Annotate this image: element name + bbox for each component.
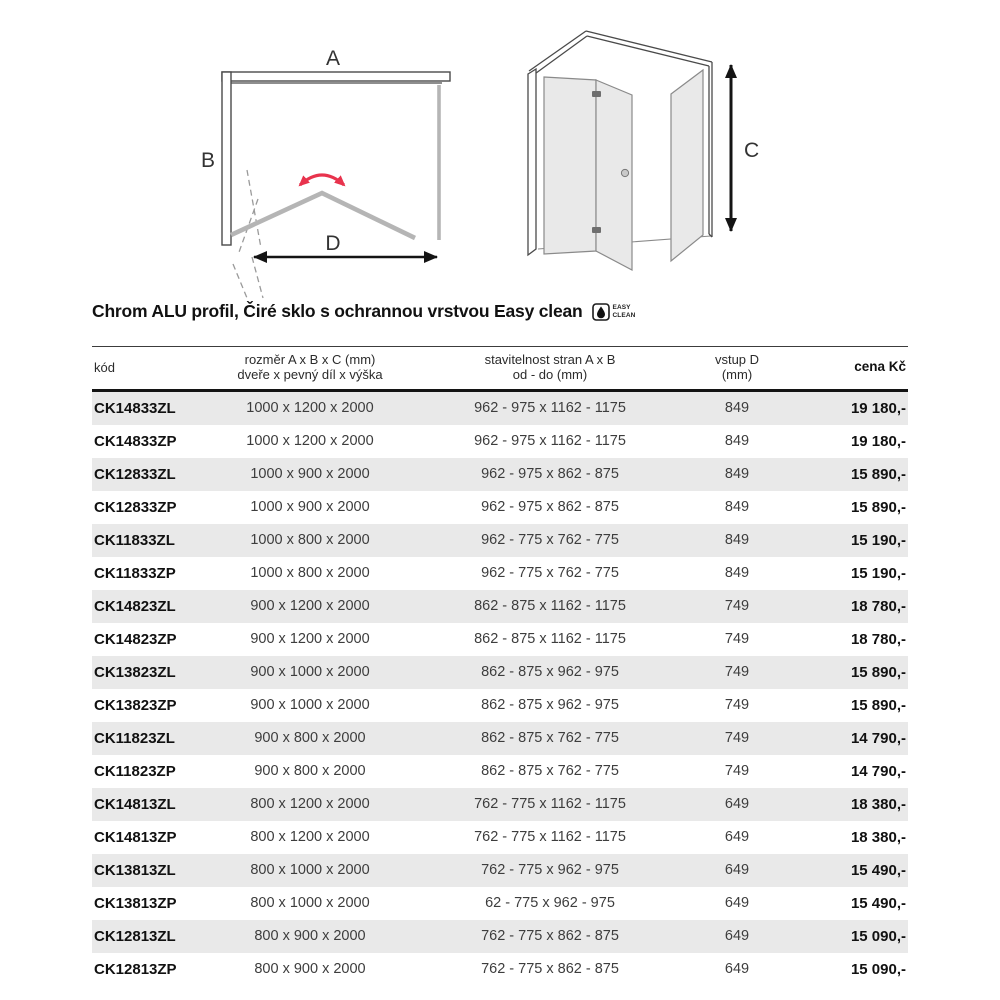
cell-adjust: 762 - 775 x 962 - 975 (481, 862, 619, 879)
cell-adjust: 762 - 775 x 1162 - 1175 (474, 829, 626, 846)
cell-size: 900 x 800 x 2000 (254, 730, 366, 747)
label-a: A (325, 47, 341, 70)
table-row (92, 656, 908, 689)
cell-entry: 749 (724, 598, 750, 615)
cell-size: 900 x 800 x 2000 (254, 763, 366, 780)
cell-adjust: 862 - 875 x 762 - 775 (481, 730, 619, 747)
cell-price: 18 780,- (850, 630, 906, 648)
cell-price: 15 090,- (850, 960, 906, 978)
fixed-glass-panel (544, 77, 596, 254)
table-row (92, 425, 908, 458)
table-row (92, 854, 908, 887)
cell-adjust: 862 - 875 x 762 - 775 (481, 763, 619, 780)
table-row (92, 887, 908, 920)
cell-entry: 849 (724, 400, 750, 417)
cell-size: 1000 x 800 x 2000 (250, 565, 370, 582)
cell-entry: 849 (724, 499, 750, 516)
table-row (92, 722, 908, 755)
cell-code: CK11833ZL (94, 531, 175, 549)
cell-price: 15 490,- (850, 894, 906, 912)
cell-price: 18 780,- (850, 597, 906, 615)
label-d: D (325, 232, 341, 255)
title-row (92, 301, 908, 322)
cell-price: 15 890,- (850, 663, 906, 681)
cell-adjust: 962 - 775 x 762 - 775 (481, 532, 619, 549)
cell-adjust: 862 - 875 x 962 - 975 (481, 664, 619, 681)
cell-adjust: 762 - 775 x 862 - 875 (481, 928, 619, 945)
top-view-diagram (190, 36, 482, 308)
easy-clean-label: EASY CLEAN (612, 304, 636, 319)
cell-adjust: 962 - 975 x 1162 - 1175 (474, 400, 626, 417)
cell-size: 800 x 1000 x 2000 (250, 895, 370, 912)
cell-adjust: 862 - 875 x 962 - 975 (481, 697, 619, 714)
cell-price: 15 890,- (850, 498, 906, 516)
cell-entry: 649 (724, 796, 750, 813)
cell-code: CK12813ZL (94, 927, 176, 945)
table-row (92, 953, 908, 986)
cell-size: 900 x 1200 x 2000 (250, 598, 370, 615)
header-price: cena Kč (854, 359, 906, 375)
cell-price: 18 380,- (850, 828, 906, 846)
perspective-diagram (513, 23, 771, 301)
left-wall-profile (528, 69, 536, 255)
cell-entry: 649 (724, 928, 750, 945)
cell-entry: 749 (724, 664, 750, 681)
cell-code: CK13813ZL (94, 861, 176, 879)
label-b: B (200, 149, 216, 172)
cell-entry: 849 (724, 466, 750, 483)
cell-entry: 649 (724, 862, 750, 879)
cell-adjust: 962 - 975 x 862 - 875 (481, 499, 619, 516)
cell-size: 800 x 1000 x 2000 (250, 862, 370, 879)
cell-price: 15 090,- (850, 927, 906, 945)
cell-adjust: 62 - 775 x 962 - 975 (485, 895, 615, 912)
cell-price: 15 890,- (850, 696, 906, 714)
cell-adjust: 962 - 975 x 1162 - 1175 (474, 433, 626, 450)
cell-code: CK13823ZL (94, 663, 176, 681)
cell-code: CK12813ZP (94, 960, 177, 978)
table-row (92, 755, 908, 788)
table-row (92, 557, 908, 590)
table-row (92, 390, 908, 425)
cell-code: CK11823ZL (94, 729, 175, 747)
cell-price: 14 790,- (850, 729, 906, 747)
cell-code: CK14833ZL (94, 399, 176, 417)
cell-price: 19 180,- (850, 432, 906, 450)
cell-entry: 849 (724, 565, 750, 582)
cell-adjust: 962 - 975 x 862 - 875 (481, 466, 619, 483)
cell-price: 15 890,- (850, 465, 906, 483)
right-glass-panel (671, 70, 703, 261)
cell-code: CK12833ZP (94, 498, 177, 516)
cell-price: 14 790,- (850, 762, 906, 780)
cell-code: CK14823ZL (94, 597, 176, 615)
cell-entry: 649 (724, 961, 750, 978)
table-row (92, 590, 908, 623)
cell-size: 800 x 1200 x 2000 (250, 829, 370, 846)
cell-entry: 749 (724, 631, 750, 648)
cell-code: CK11823ZP (94, 762, 176, 780)
table-row (92, 458, 908, 491)
cell-size: 1000 x 900 x 2000 (250, 499, 370, 516)
page-title: Chrom ALU profil, Čiré sklo s ochrannou vrstvou Easy clean (92, 301, 583, 321)
cell-entry: 849 (724, 532, 750, 549)
cell-size: 1000 x 900 x 2000 (250, 466, 370, 483)
table-row (92, 788, 908, 821)
cell-price: 15 190,- (850, 564, 906, 582)
cell-code: CK11833ZP (94, 564, 176, 582)
table-row (92, 623, 908, 656)
wall-profiles (222, 72, 450, 245)
cell-size: 1000 x 1200 x 2000 (246, 400, 374, 417)
cell-size: 900 x 1000 x 2000 (250, 664, 370, 681)
table-row (92, 524, 908, 557)
table-row (92, 689, 908, 722)
table-header-row (92, 347, 908, 391)
label-c: C (744, 139, 760, 162)
cell-code: CK13823ZP (94, 696, 177, 714)
cell-size: 800 x 900 x 2000 (254, 928, 366, 945)
cell-code: CK12833ZL (94, 465, 176, 483)
cell-adjust: 762 - 775 x 1162 - 1175 (474, 796, 626, 813)
header-size: rozměr A x B x C (mm) dveře x pevný díl x výška (237, 352, 383, 383)
cell-size: 800 x 1200 x 2000 (250, 796, 370, 813)
cell-entry: 749 (724, 730, 750, 747)
header-entry: vstup D (mm) (714, 352, 760, 383)
cell-adjust: 862 - 875 x 1162 - 1175 (474, 631, 626, 648)
water-drop-icon (592, 303, 610, 321)
cell-code: CK14813ZP (94, 828, 177, 846)
cell-adjust: 862 - 875 x 1162 - 1175 (474, 598, 626, 615)
cell-size: 1000 x 800 x 2000 (250, 532, 370, 549)
table-body (92, 390, 908, 986)
cell-price: 19 180,- (850, 399, 906, 417)
spec-table (92, 346, 908, 986)
cell-size: 900 x 1000 x 2000 (250, 697, 370, 714)
cell-entry: 749 (724, 763, 750, 780)
table-row (92, 821, 908, 854)
cell-price: 15 190,- (850, 531, 906, 549)
swing-arrow-icon (300, 175, 344, 185)
table-row (92, 491, 908, 524)
cell-code: CK14823ZP (94, 630, 177, 648)
header-code: kód (94, 359, 115, 375)
cell-entry: 649 (724, 829, 750, 846)
cell-price: 15 490,- (850, 861, 906, 879)
cell-size: 800 x 900 x 2000 (254, 961, 366, 978)
cell-entry: 649 (724, 895, 750, 912)
cell-entry: 749 (724, 697, 750, 714)
header-adjustability: stavitelnost stran A x B od - do (mm) (484, 352, 616, 383)
table-row (92, 920, 908, 953)
cell-entry: 849 (724, 433, 750, 450)
cell-code: CK14833ZP (94, 432, 177, 450)
easy-clean-badge (592, 303, 636, 321)
cell-price: 18 380,- (850, 795, 906, 813)
cell-code: CK13813ZP (94, 894, 177, 912)
cell-size: 1000 x 1200 x 2000 (246, 433, 374, 450)
cell-code: CK14813ZL (94, 795, 176, 813)
cell-size: 900 x 1200 x 2000 (250, 631, 370, 648)
door-knob-icon (621, 169, 628, 176)
cell-adjust: 762 - 775 x 862 - 875 (481, 961, 619, 978)
cell-adjust: 962 - 775 x 762 - 775 (481, 565, 619, 582)
